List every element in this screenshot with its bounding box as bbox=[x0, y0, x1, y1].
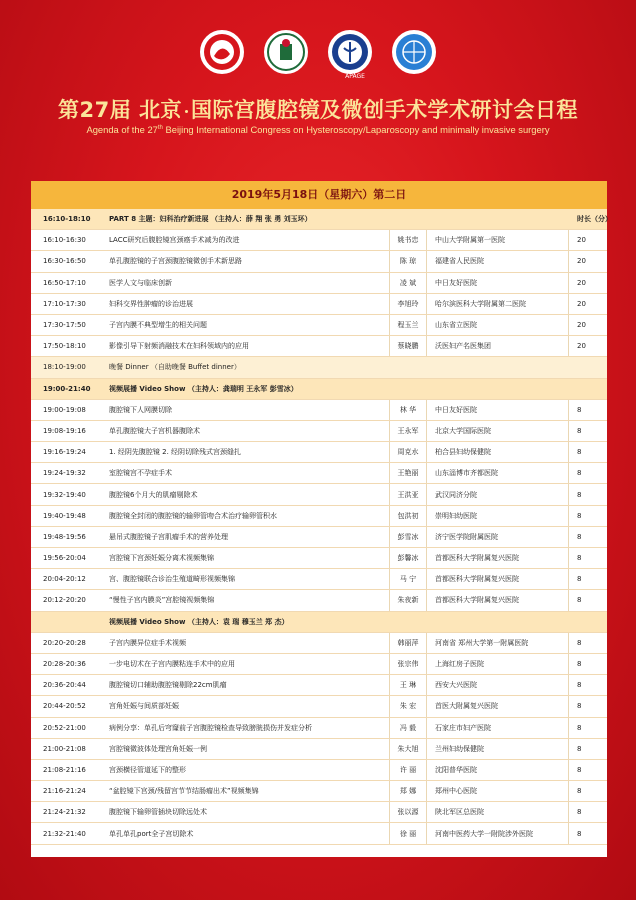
agenda-row bbox=[31, 718, 607, 739]
time-cell: 21:32-21:40 bbox=[43, 829, 86, 838]
topic-cell: 视频展播 Video Show （主持人：袁 瑞 穆玉兰 郑 杰） bbox=[109, 617, 289, 626]
agenda-row bbox=[31, 569, 607, 590]
speaker-cell: 郑 娜 bbox=[389, 781, 427, 801]
duration-cell: 20 bbox=[577, 278, 586, 287]
page-subtitle bbox=[0, 124, 636, 135]
topic-cell: 宫、腹腔镜联合诊治生殖道畸形视频集锦 bbox=[109, 575, 235, 584]
agenda-row bbox=[31, 421, 607, 442]
time-cell: 21:16-21:24 bbox=[43, 787, 86, 796]
session-header-row bbox=[31, 379, 607, 400]
duration-cell: 8 bbox=[577, 511, 582, 520]
meal-row bbox=[31, 357, 607, 378]
speaker-cell: 林 华 bbox=[389, 400, 427, 420]
time-cell: 17:50-18:10 bbox=[43, 342, 86, 351]
duration-cell: 8 bbox=[577, 744, 582, 753]
organization-cell: 首都医科大学附属复兴医院 bbox=[427, 569, 569, 589]
society-emblem-icon bbox=[264, 30, 308, 74]
time-cell: 19:32-19:40 bbox=[43, 490, 86, 499]
time-cell: 19:48-19:56 bbox=[43, 532, 86, 541]
topic-cell: 1. 经阴先腹腔镜 2. 经阴切除残式宫颈缝扎 bbox=[109, 448, 242, 457]
duration-cell: 8 bbox=[577, 765, 582, 774]
topic-cell: 宫腔镜下宫颈妊娠分离术视频集锦 bbox=[109, 554, 214, 563]
page-title bbox=[0, 94, 636, 124]
time-cell: 16:10-18:10 bbox=[43, 215, 91, 224]
agenda-row bbox=[31, 696, 607, 717]
organization-cell: 哈尔滨医科大学附属第二医院 bbox=[427, 294, 569, 314]
organization-cell: 沃医妇产名医集团 bbox=[427, 336, 569, 356]
organization-cell: 中日友好医院 bbox=[427, 400, 569, 420]
organization-cell: 首都医科大学附属复兴医院 bbox=[427, 548, 569, 568]
title-dot bbox=[185, 110, 188, 113]
agenda-row bbox=[31, 654, 607, 675]
agenda-row bbox=[31, 781, 607, 802]
title-part-b: 国际宫腹腔镜及微创手术学术研讨会日程 bbox=[191, 98, 579, 122]
agenda-row bbox=[31, 315, 607, 336]
agenda-row bbox=[31, 675, 607, 696]
agenda-row bbox=[31, 633, 607, 654]
time-cell: 16:10-16:30 bbox=[43, 236, 86, 245]
duration-cell: 20 bbox=[577, 321, 586, 330]
time-cell: 19:56-20:04 bbox=[43, 554, 86, 563]
organization-cell: 陕北军区总医院 bbox=[427, 802, 569, 822]
organization-cell: 山东淄博市齐都医院 bbox=[427, 463, 569, 483]
topic-cell: “盆腔镜下宫颈/残留宫节节结肠瘤出术”视频集锦 bbox=[109, 787, 259, 796]
agenda-row bbox=[31, 400, 607, 421]
topic-cell: 单孔腹腔镜的子宫颈腹腔镜微创手术新思路 bbox=[109, 257, 242, 266]
time-cell: 18:10-19:00 bbox=[43, 363, 86, 372]
topic-cell: 宫颈横径管道延下的整形 bbox=[109, 765, 186, 774]
time-cell: 19:00-21:40 bbox=[43, 384, 91, 393]
topic-cell: 腹腔镜6个月大的肌瘤剔除术 bbox=[109, 490, 198, 499]
topic-cell: 室腔镜宫不孕症手术 bbox=[109, 469, 172, 478]
organization-cell: 北京大学国际医院 bbox=[427, 421, 569, 441]
agenda-row bbox=[31, 506, 607, 527]
speaker-cell: 彭雪冰 bbox=[389, 527, 427, 547]
topic-cell: LACC研究后腹腔镜宫颈癌手术减为的改进 bbox=[109, 236, 240, 245]
speaker-cell: 陈 琼 bbox=[389, 251, 427, 271]
organization-cell: 上海红房子医院 bbox=[427, 654, 569, 674]
topic-cell: 单孔腹腔镜大子宫机器腹除术 bbox=[109, 426, 200, 435]
duration-cell: 8 bbox=[577, 469, 582, 478]
organization-cell: 中日友好医院 bbox=[427, 273, 569, 293]
speaker-cell: 王永军 bbox=[389, 421, 427, 441]
agenda-row bbox=[31, 336, 607, 357]
logo-caption: APAGE bbox=[345, 73, 365, 80]
speaker-cell: 王洪亚 bbox=[389, 484, 427, 504]
organization-cell: 武汉同济分院 bbox=[427, 484, 569, 504]
time-cell: 17:30-17:50 bbox=[43, 321, 86, 330]
apage-emblem-icon bbox=[328, 30, 372, 74]
organization-cell: 河南省 郑州大学第一附属医院 bbox=[427, 633, 569, 653]
subtitle-part-b: Beijing International Congress on Hysteroscopy/Laparoscopy and minimally invasive surgery bbox=[162, 124, 550, 135]
snake-emblem-icon bbox=[200, 30, 244, 74]
duration-cell: 8 bbox=[577, 681, 582, 690]
topic-cell: “慢性子宫内膜炎”宫腔镜视频集锦 bbox=[109, 596, 215, 605]
agenda-row bbox=[31, 442, 607, 463]
globe-emblem-icon bbox=[392, 30, 436, 74]
speaker-cell: 韩丽萍 bbox=[389, 633, 427, 653]
speaker-cell: 张宗伟 bbox=[389, 654, 427, 674]
organization-cell: 河南中医药大学一附院涉外医院 bbox=[427, 823, 569, 843]
speaker-cell: 程玉兰 bbox=[389, 315, 427, 335]
agenda-rows bbox=[31, 209, 612, 845]
speaker-cell: 朱 宏 bbox=[389, 696, 427, 716]
speaker-cell: 凌 斌 bbox=[389, 273, 427, 293]
title-part-a: 第27届 北京 bbox=[57, 98, 183, 122]
topic-cell: 悬吊式腹腔镜子宫肌瘤手术的营养处理 bbox=[109, 532, 228, 541]
duration-cell: 8 bbox=[577, 575, 582, 584]
duration-cell: 8 bbox=[577, 596, 582, 605]
duration-cell: 8 bbox=[577, 660, 582, 669]
subtitle-sup: th bbox=[157, 124, 163, 131]
duration-cell: 8 bbox=[577, 702, 582, 711]
duration-cell: 8 bbox=[577, 723, 582, 732]
speaker-cell: 冯 毅 bbox=[389, 718, 427, 738]
topic-cell: 腹腔镜全封闭的腹腔镜的输卵管吻合术治疗输卵管积水 bbox=[109, 511, 277, 520]
organization-cell: 郑州中心医院 bbox=[427, 781, 569, 801]
topic-cell: 妇科交界性肿瘤的诊治进展 bbox=[109, 299, 193, 308]
topic-cell: 病例分享：单孔后穹窿前子宫腹腔镜检查导致膀胱损伤并发症分析 bbox=[109, 723, 312, 732]
time-cell: 19:16-19:24 bbox=[43, 448, 86, 457]
agenda-row bbox=[31, 590, 607, 611]
organization-cell: 兰州妇幼保健院 bbox=[427, 739, 569, 759]
duration-cell: 20 bbox=[577, 299, 586, 308]
speaker-cell: 王 琳 bbox=[389, 675, 427, 695]
agenda-row bbox=[31, 739, 607, 760]
agenda-row bbox=[31, 273, 607, 294]
organization-cell: 济宁医学院附属医院 bbox=[427, 527, 569, 547]
time-cell: 21:00-21:08 bbox=[43, 744, 86, 753]
time-cell: 16:50-17:10 bbox=[43, 278, 86, 287]
agenda-row bbox=[31, 823, 607, 844]
organization-cell: 福建省人民医院 bbox=[427, 251, 569, 271]
topic-cell: 宫腔镜微波体处理宫角妊娠一例 bbox=[109, 744, 207, 753]
organization-cell: 首医大附属复兴医院 bbox=[427, 696, 569, 716]
time-cell: 16:30-16:50 bbox=[43, 257, 86, 266]
time-cell: 21:08-21:16 bbox=[43, 765, 86, 774]
duration-cell: 8 bbox=[577, 426, 582, 435]
time-cell: 19:40-19:48 bbox=[43, 511, 86, 520]
organization-cell: 柏合县妇幼保健院 bbox=[427, 442, 569, 462]
topic-cell: 一步电切术在子宫内膜粘连手术中的应用 bbox=[109, 660, 235, 669]
organization-cell: 崇明妇幼医院 bbox=[427, 506, 569, 526]
duration-cell: 8 bbox=[577, 405, 582, 414]
date-bar: 2019年5月18日（星期六）第二日 bbox=[31, 181, 607, 209]
speaker-cell: 朱大旭 bbox=[389, 739, 427, 759]
speaker-cell: 王艳丽 bbox=[389, 463, 427, 483]
duration-cell: 8 bbox=[577, 532, 582, 541]
speaker-cell: 许 丽 bbox=[389, 760, 427, 780]
time-cell: 19:24-19:32 bbox=[43, 469, 86, 478]
topic-cell: 子宫内膜不典型增生的相关问题 bbox=[109, 321, 207, 330]
subtitle-part-a: Agenda of the 27 bbox=[86, 124, 158, 135]
duration-cell: 8 bbox=[577, 638, 582, 647]
agenda-row bbox=[31, 294, 607, 315]
organization-cell: 中山大学附属第一医院 bbox=[427, 230, 569, 250]
speaker-cell: 蔡晓鹏 bbox=[389, 336, 427, 356]
duration-cell: 20 bbox=[577, 342, 586, 351]
time-cell: 19:08-19:16 bbox=[43, 426, 86, 435]
logo-strip bbox=[0, 30, 636, 74]
duration-cell: 时长（分） bbox=[577, 215, 612, 224]
organization-cell: 石家庄市妇产医院 bbox=[427, 718, 569, 738]
duration-cell: 8 bbox=[577, 490, 582, 499]
speaker-cell: 姚书忠 bbox=[389, 230, 427, 250]
topic-cell: 晚餐 Dinner （自助晚餐 Buffet dinner） bbox=[109, 363, 241, 372]
duration-cell: 8 bbox=[577, 787, 582, 796]
speaker-cell: 张以源 bbox=[389, 802, 427, 822]
duration-cell: 8 bbox=[577, 554, 582, 563]
time-cell: 20:20-20:28 bbox=[43, 638, 86, 647]
topic-cell: 腹腔镜切口辅助腹腔镜剔除22cm肌瘤 bbox=[109, 681, 227, 690]
agenda-row bbox=[31, 251, 607, 272]
time-cell: 20:04-20:12 bbox=[43, 575, 86, 584]
session-header-row bbox=[31, 612, 607, 633]
agenda-row bbox=[31, 802, 607, 823]
organization-cell: 沈阳普华医院 bbox=[427, 760, 569, 780]
organization-cell: 西安大兴医院 bbox=[427, 675, 569, 695]
topic-cell: 腹腔镜下人网膜切除 bbox=[109, 405, 172, 414]
time-cell: 20:28-20:36 bbox=[43, 660, 86, 669]
topic-cell: 医学人文与临床创新 bbox=[109, 278, 172, 287]
topic-cell: PART 8 主题：妇科治疗新进展 （主持人：薛 翔 张 勇 刘玉环） bbox=[109, 215, 312, 224]
topic-cell: 腹腔镜下输卵管插块切除远处术 bbox=[109, 808, 207, 817]
duration-cell: 20 bbox=[577, 257, 586, 266]
organization-cell: 首都医科大学附属复兴医院 bbox=[427, 590, 569, 610]
agenda-row bbox=[31, 484, 607, 505]
duration-cell: 8 bbox=[577, 829, 582, 838]
speaker-cell: 马 宁 bbox=[389, 569, 427, 589]
agenda-sheet bbox=[31, 181, 612, 857]
time-cell: 17:10-17:30 bbox=[43, 299, 86, 308]
agenda-row bbox=[31, 463, 607, 484]
time-cell: 20:36-20:44 bbox=[43, 681, 86, 690]
speaker-cell: 李旭玲 bbox=[389, 294, 427, 314]
agenda-row bbox=[31, 527, 607, 548]
session-header-row bbox=[31, 209, 612, 230]
time-cell: 20:44-20:52 bbox=[43, 702, 86, 711]
speaker-cell: 彭馨冰 bbox=[389, 548, 427, 568]
speaker-cell: 包洪初 bbox=[389, 506, 427, 526]
duration-cell: 8 bbox=[577, 808, 582, 817]
topic-cell: 宫角妊娠与间质部妊娠 bbox=[109, 702, 179, 711]
duration-cell: 8 bbox=[577, 448, 582, 457]
speaker-cell: 朱夜新 bbox=[389, 590, 427, 610]
agenda-row bbox=[31, 548, 607, 569]
time-cell: 20:52-21:00 bbox=[43, 723, 86, 732]
topic-cell: 影像引导下射频消融技术在妇科领域内的应用 bbox=[109, 342, 249, 351]
organization-cell: 山东省立医院 bbox=[427, 315, 569, 335]
time-cell: 19:00-19:08 bbox=[43, 405, 86, 414]
topic-cell: 单孔单孔port全子宫切除术 bbox=[109, 829, 194, 838]
speaker-cell: 周克水 bbox=[389, 442, 427, 462]
agenda-row bbox=[31, 230, 607, 251]
topic-cell: 子宫内膜异位症手术视频 bbox=[109, 638, 186, 647]
duration-cell: 20 bbox=[577, 236, 586, 245]
topic-cell: 视频展播 Video Show （主持人：龚瑞明 王永军 彭雪冰） bbox=[109, 384, 298, 393]
speaker-cell: 徐 丽 bbox=[389, 823, 427, 843]
agenda-row bbox=[31, 760, 607, 781]
time-cell: 20:12-20:20 bbox=[43, 596, 86, 605]
time-cell: 21:24-21:32 bbox=[43, 808, 86, 817]
